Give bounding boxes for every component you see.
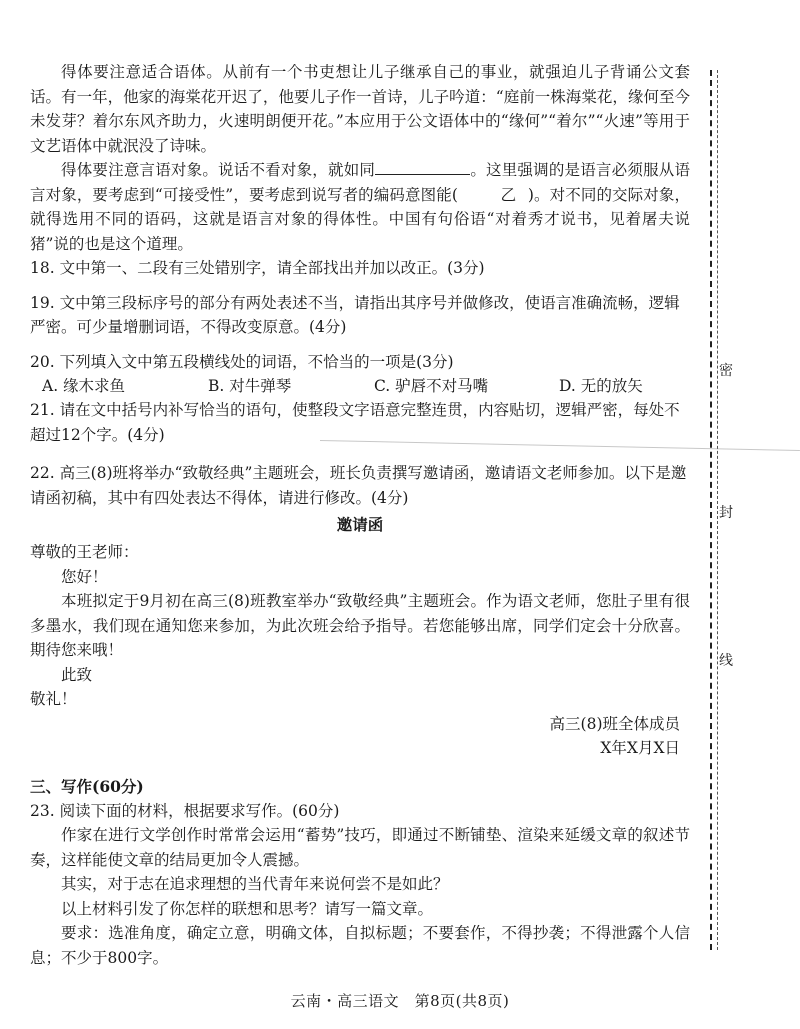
material-3: 以上材料引发了你怎样的联想和思考？请写一篇文章。 xyxy=(61,899,434,918)
letter-signature: 高三(8)班全体成员 xyxy=(549,714,680,733)
fill-blank-line xyxy=(375,160,470,175)
paragraph-4-part3: )。对不同的交际对象，就得选用不同的语码，这就是语言对象的得体性。中国有句俗语“对着秀才说书，见着屠夫说猪”说的也是这个道理。 xyxy=(30,185,690,253)
question-21: 21. 请在文中括号内补写恰当的语句，使整段文字语意完整连贯，内容贴切，逻辑严密，每处不超过12个字。(4分) xyxy=(30,401,680,444)
letter-greeting: 您好！ xyxy=(61,567,108,586)
bracket-label: 乙 xyxy=(500,185,517,204)
material-2: 其实，对于志在追求理想的当代青年来说何尝不是如此？ xyxy=(61,875,449,893)
binding-mark-feng: 封 xyxy=(719,500,733,524)
option-b: B. 对牛弹琴 xyxy=(208,377,292,395)
question-19: 19. 文中第三段标序号的部分有两处表述不当，请指出其序号并做修改，使语言准确流畅，逻辑严密。可少量增删词语，不得改变原意。(4分) xyxy=(30,293,680,336)
letter-title: 邀请函 xyxy=(336,515,384,534)
letter-date: X年X月X日 xyxy=(600,739,680,757)
section-writing-title: 三、写作(60分) xyxy=(30,776,144,796)
writing-requirements: 要求：选准角度，确定立意，明确文体，自拟标题；不要套作，不得抄袭；不得泄露个人信息；不少于800字。 xyxy=(30,924,690,967)
letter-salutation: 尊敬的王老师： xyxy=(30,543,139,561)
question-20-options xyxy=(30,374,690,398)
paragraph-4-part2: 。这里强调的是语言必须服从语言对象，要考虑到“可接受性”，要考虑到说写者的编码意图能( xyxy=(30,161,690,204)
question-22: 22. 高三(8)班将举办“致敬经典”主题班会，班长负责撰写邀请函，邀请语文老师参加。以下是邀请函初稿，其中有四处表达不得体，请进行修改。(4分) xyxy=(30,464,687,507)
page-footer: 云南・高三语文 第8页(共8页) xyxy=(290,992,510,1010)
letter-closing-1: 此致 xyxy=(61,665,93,684)
paragraph-4 xyxy=(30,158,690,256)
binding-mark-line: 线 xyxy=(719,648,733,672)
binding-dashed-line xyxy=(710,70,712,950)
question-18: 18. 文中第一、二段有三处错别字，请全部找出并加以改正。(3分) xyxy=(30,259,485,277)
binding-mark-seal: 密 xyxy=(719,358,733,382)
option-d: D. 无的放矢 xyxy=(559,377,643,395)
option-a: A. 缘木求鱼 xyxy=(42,377,126,395)
page-content xyxy=(30,60,690,970)
binding-dashed-line-inner xyxy=(717,70,718,950)
question-23: 23. 阅读下面的材料，根据要求写作。(60分) xyxy=(30,801,340,820)
material-1: 作家在进行文学创作时常常会运用“蓄势”技巧，即通过不断铺垫、渲染来延缓文章的叙述节奏，这样能使文章的结局更加令人震撼。 xyxy=(30,826,690,869)
letter-closing-2: 敬礼！ xyxy=(30,690,77,708)
paragraph-4-part1: 得体要注意言语对象。说话不看对象，就如同 xyxy=(61,161,376,179)
option-c: C. 驴唇不对马嘴 xyxy=(374,377,489,395)
paragraph-3: 得体要注意适合语体。从前有一个书吏想让儿子继承自己的事业，就强迫儿子背诵公文套话。有一年，他家的海棠花开迟了，他要儿子作一首诗，儿子吟道：“庭前一株海棠花，缘何至今未发芽？着尔东风齐助力，火速明朗便开花。”本应用于公文语体中的“缘何”“着尔”“火速”等用于文艺语体中就泯没了诗味。 xyxy=(30,63,690,155)
question-20: 20. 下列填入文中第五段横线处的词语，不恰当的一项是(3分) xyxy=(30,352,454,371)
letter-body: 本班拟定于9月初在高三(8)班教室举办“致敬经典”主题班会。作为语文老师，您肚子里有很多墨水，我们现在通知您来参加，为此次班会给予指导。若您能够出席，同学们定会十分欣喜。期待您来哦！ xyxy=(30,592,690,659)
